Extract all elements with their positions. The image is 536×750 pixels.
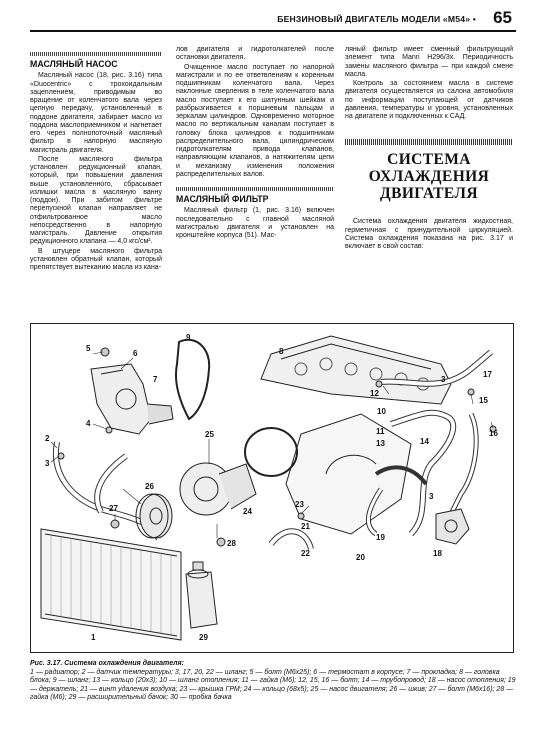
- page-number: 65: [493, 8, 512, 27]
- callout: 3: [441, 375, 446, 384]
- callout: 12: [370, 389, 379, 398]
- paragraph: лов двигателя и гидротолкателей после остановки двигателя.: [176, 46, 334, 62]
- page-header: [0, 6, 536, 40]
- callout: 4: [86, 419, 91, 428]
- callout: 19: [376, 533, 385, 542]
- exploded-diagram: [31, 324, 514, 653]
- cylinder-head: [261, 336, 451, 404]
- caption-legend: 1 — радиатор; 2 — датчик температуры; 3, 17, 20, 22 — шланг; 5 — болт (М6х25); 6 — термостат в корпусе; 7 — прокладка; 8 — головка блока; 9 — шланг; 13 — кольцо (20х3); 10 — шланг отопления; 11 — гайка (М6); 12, 15, 16 — болт; 14 — трубопровод; 18 — насос отопления; 19 — держатель; 21 — винт удаления воздуха; 23 — крышка ГРМ; 24 — кольцо (68х5); 25 — насос двигателя; 26 — шкив; 27 — болт (М6х16); 28 — гайка (М6); 29 — расширительный бачок; 30 — пробка бачка: [30, 668, 516, 701]
- callout: 22: [301, 549, 310, 558]
- callout: 3: [45, 459, 50, 468]
- callout: 23: [295, 500, 304, 509]
- header-rule: [30, 30, 516, 32]
- radiator-drawing: [41, 529, 181, 640]
- callout: 7: [153, 375, 158, 384]
- callout: 14: [420, 437, 429, 446]
- paragraph: В штуцере масляного фильтра установлен обратный клапан, который препятствует вытеканию масла из кана-: [30, 247, 162, 271]
- paragraph: Масляный насос (18, рис. 3.16) типа «Duocentric» с трохоидальным зацеплением, приводимым во вращение от коленчатого вала через цепную передачу, установленный в поддоне двигателя, забирает масло из поддона маслоприемником и нагнетает его через полнопоточный масляный фильтр в напорную масляную магистраль двигателя.: [30, 72, 162, 154]
- paragraph: После масляного фильтра установлен редукционный клапан, который, при повышении давления выше установленного, сбрасывает излишки масла в масляную ванну (поддон). При забитом фильтре перепускной клапан направляет не отфильтрованное масло непосредственно в напорную магистраль. Давление открытия редукционного клапана — 4,0 кгс/см².: [30, 155, 162, 246]
- callout: 8: [279, 347, 284, 356]
- section-heading-oil-pump: МАСЛЯНЫЙ НАСОС: [30, 52, 162, 68]
- figure-caption: [30, 660, 516, 703]
- callout: 13: [376, 439, 385, 448]
- thermostat-housing: [91, 364, 173, 434]
- column-3: [345, 46, 513, 252]
- callout: 16: [489, 429, 498, 438]
- callout: 28: [227, 539, 236, 548]
- chapter-heading-cooling-system: [345, 139, 513, 202]
- column-2: [176, 46, 334, 241]
- chapter-heading-line: ОХЛАЖДЕНИЯ: [368, 168, 490, 186]
- callout: 25: [205, 430, 214, 439]
- heater-pump: [436, 509, 469, 544]
- callout: 15: [479, 396, 488, 405]
- callout: 2: [45, 434, 50, 443]
- running-title: БЕНЗИНОВЫЙ ДВИГАТЕЛЬ МОДЕЛИ «М54» •: [277, 14, 476, 24]
- paragraph: Система охлаждения двигателя жидкостная, герметичная с принудительной циркуляцией. Система охлаждения показана на рис. 3.17 и включает в свой состав:: [345, 218, 513, 250]
- callout: 11: [376, 427, 385, 436]
- callout: 3: [429, 492, 434, 501]
- pulley: [136, 494, 172, 538]
- callout: 29: [199, 633, 208, 642]
- caption-title: Рис. 3.17. Система охлаждения двигателя:: [30, 660, 184, 667]
- callout: 18: [433, 549, 442, 558]
- chapter-heading-line: ДВИГАТЕЛЯ: [380, 185, 478, 203]
- callout: 5: [86, 344, 91, 353]
- column-1: [30, 46, 162, 273]
- callout: 26: [145, 482, 154, 491]
- paragraph: Очищенное масло поступает по напорной магистрали и по ее ответвлениям к коренным подшипникам коленчатого вала. Через наклонные сверления в теле коленчатого вала масло поступает к его шатунным шейкам и разбрызгивается к поршневым пальцам и зеркалам цилиндров. Одновременно моторное масло по вертикальным каналам поступает в головку блока цилиндров к подшипникам распределительного вала, цилиндрическим гидротолкателям привода клапанов, направляющим клапанов, а натяжителям цепи и механизму изменения положения распределительных валов.: [176, 63, 334, 178]
- paragraph: Контроль за состоянием масла в системе двигателя осуществляется из салона автомобиля по информации поступающей от датчиков давления, температуры и уровня, установленных на двигателе и подключенных к САД.: [345, 80, 513, 120]
- chapter-heading-line: СИСТЕМА: [387, 151, 471, 169]
- callout: 9: [186, 333, 191, 342]
- callout: 24: [243, 507, 252, 516]
- paragraph: ляный фильтр имеет сменный фильтрующий элемент типа Mann H296/3x. Периодичность замены масляного фильтра — при каждой смене масла.: [345, 46, 513, 78]
- callout: 10: [377, 407, 386, 416]
- callout: 20: [356, 553, 365, 562]
- callout: 17: [483, 370, 492, 379]
- section-heading-oil-filter: МАСЛЯНЫЙ ФИЛЬТР: [176, 187, 334, 203]
- callout: 6: [133, 349, 138, 358]
- cooling-system-figure: [30, 323, 514, 653]
- callout: 27: [109, 504, 118, 513]
- expansion-tank: [186, 562, 217, 628]
- callout: 1: [91, 633, 96, 642]
- callout: 21: [301, 522, 310, 531]
- paragraph: Масляный фильтр (1, рис. 3.16) включен последовательно с главной масляной магистралью двигателя и установлен на кронштейне корпуса (51). Мас-: [176, 207, 334, 239]
